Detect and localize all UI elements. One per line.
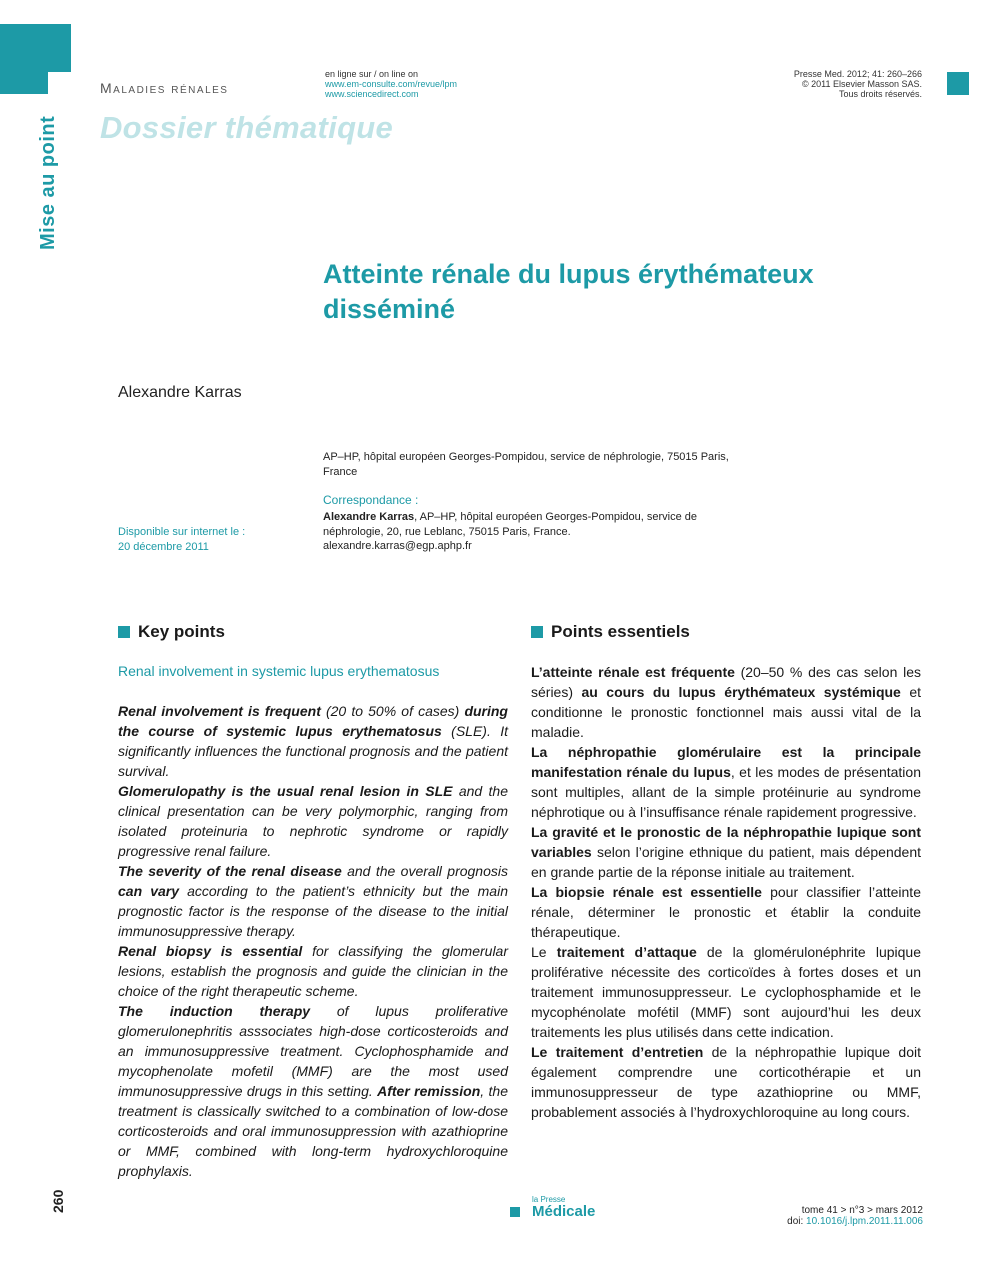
correspondence-name: Alexandre Karras [323,511,415,523]
journal-logo [510,1196,595,1220]
availability-date [118,525,298,555]
correspondence-text: , AP–HP, hôpital européen Georges-Pompidou, service de [414,511,698,523]
correspondence-line: néphrologie, 20, rue Leblanc, 75015 Paris, France. [323,525,571,538]
right-color-block [947,72,969,95]
sciencedirect-link[interactable]: www.sciencedirect.com [325,89,419,99]
paragraph: La néphropathie glomérulaire est la principale manifestation rénale du lupus, et les modes de présentation sont multiples, allant de la simple protéinurie au syndrome néphrotique ou à l’insuffisance rénale rapidement progressive. [531,744,921,820]
paragraph: The induction therapy of lupus proliferative glomerulonephritis asssociates high-dose corticosteroids and an immunosuppressive treatment. Cyclophosphamide and mycophenolate mofetil (MMF) are the most used immunosuppressive drugs in this setting. After remission, the treatment is classically switched to a combination of low-dose corticosteroids and oral immunosuppression with azathioprine or MMF, combined with long-term hydroxychloroquine prophylaxis. [118,1003,508,1179]
availability-label: Disponible sur internet le : [118,526,246,538]
affiliation-line: AP–HP, hôpital européen Georges-Pompidou, service de néphrologie, 75015 Paris, [323,451,729,463]
paragraph: Le traitement d’attaque de la glomérulonéphrite lupique proliférative nécessite des corticoïdes à fortes doses et un traitement immunosuppresseur. Le cyclophosphamide et le mycophénolate mofétil (MMF) sont aujourd’hui les deux traitements les plus utilisés dans cette indication. [531,944,921,1040]
key-points-heading [118,622,225,642]
availability-value: 20 décembre 2011 [118,541,209,553]
doi-label: doi: [787,1216,807,1227]
heading-text: Points essentiels [551,622,690,641]
doi-link[interactable]: 10.1016/j.lpm.2011.11.006 [806,1216,923,1227]
affiliation [323,450,743,480]
paragraph: Le traitement d’entretien de la néphropathie lupique doit également comprendre une corticothérapie et un immunosuppresseur de type azathioprine ou MMF, probablement associés à l’hydroxychloroquine au long cours. [531,1044,921,1120]
paragraph: La biopsie rénale est essentielle pour classifier l’atteinte rénale, déterminer le pronostic et établir la conduite thérapeutique. [531,884,921,940]
logo-big-text: Médicale [532,1203,596,1220]
logo-small-text: la Presse [532,1195,566,1204]
journal-reference [760,69,922,99]
title-line: Atteinte rénale du lupus érythémateux [323,259,814,289]
online-label: en ligne sur / on line on [325,69,419,79]
correspondence-address [323,510,723,554]
page-number: 260 [50,1189,66,1213]
dossier-title: Dossier thématique [100,110,394,145]
affiliation-line: France [323,466,358,478]
heading-text: Key points [138,622,225,641]
rights: Tous droits réservés. [838,89,922,99]
key-points-text [118,701,508,1181]
author-name: Alexandre Karras [118,384,242,401]
key-points-subheading: Renal involvement in systemic lupus erythematosus [118,663,440,679]
paragraph: Renal biopsy is essential for classifying the glomerular lesions, establish the prognosis and guide the clinician in the choice of the right therapeutic scheme. [118,943,509,999]
journal-link[interactable]: www.em-consulte.com/revue/lpm [325,79,458,89]
paragraph: L’atteinte rénale est fréquente (20–50 % des cas selon les séries) au cours du lupus érythémateux systémique et conditionne le pronostic fonctionnel mais aussi vital de la maladie. [531,664,921,740]
journal-citation: Presse Med. 2012; 41: 260–266 [793,69,922,79]
online-availability [325,69,457,99]
heading-square-icon [118,626,130,638]
paragraph: Renal involvement is frequent (20 to 50% of cases) during the course of systemic lupus erythematosus (SLE). It significantly influences the functional prognosis and the patient survival. [118,703,508,779]
section-kicker: Maladies rénales [100,80,229,96]
paragraph: La gravité et le pronostic de la néphropathie lupique sont variables selon l’origine ethnique du patient, mais dépendent en grande partie de la réponse initiale au traitement. [531,824,921,880]
issue-info [760,1205,923,1227]
section-vertical-label: Mise au point [37,115,59,250]
paragraph: Glomerulopathy is the usual renal lesion in SLE and the clinical presentation can be very polymorphic, ranging from isolated proteinuria to nephrotic syndrome or rapidly progressive renal failure. [118,783,508,859]
paragraph: The severity of the renal disease and the overall prognosis can vary according to the patient’s ethnicity but the main prognostic factor is the response of the disease to the initial immunosuppressive therapy. [118,863,508,939]
correspondence-label: Correspondance : [323,493,419,507]
title-line: disséminé [323,294,456,324]
issue-number: tome 41 > n°3 > mars 2012 [801,1205,923,1216]
points-essentiels-heading [531,622,690,642]
logo-square-icon [510,1207,520,1217]
article-title [323,257,883,327]
copyright: © 2011 Elsevier Masson SAS. [801,79,922,89]
correspondence-email[interactable]: alexandre.karras@egp.aphp.fr [323,540,472,552]
heading-square-icon [531,626,543,638]
points-essentiels-text [531,662,921,1122]
corner-notch [48,72,71,95]
